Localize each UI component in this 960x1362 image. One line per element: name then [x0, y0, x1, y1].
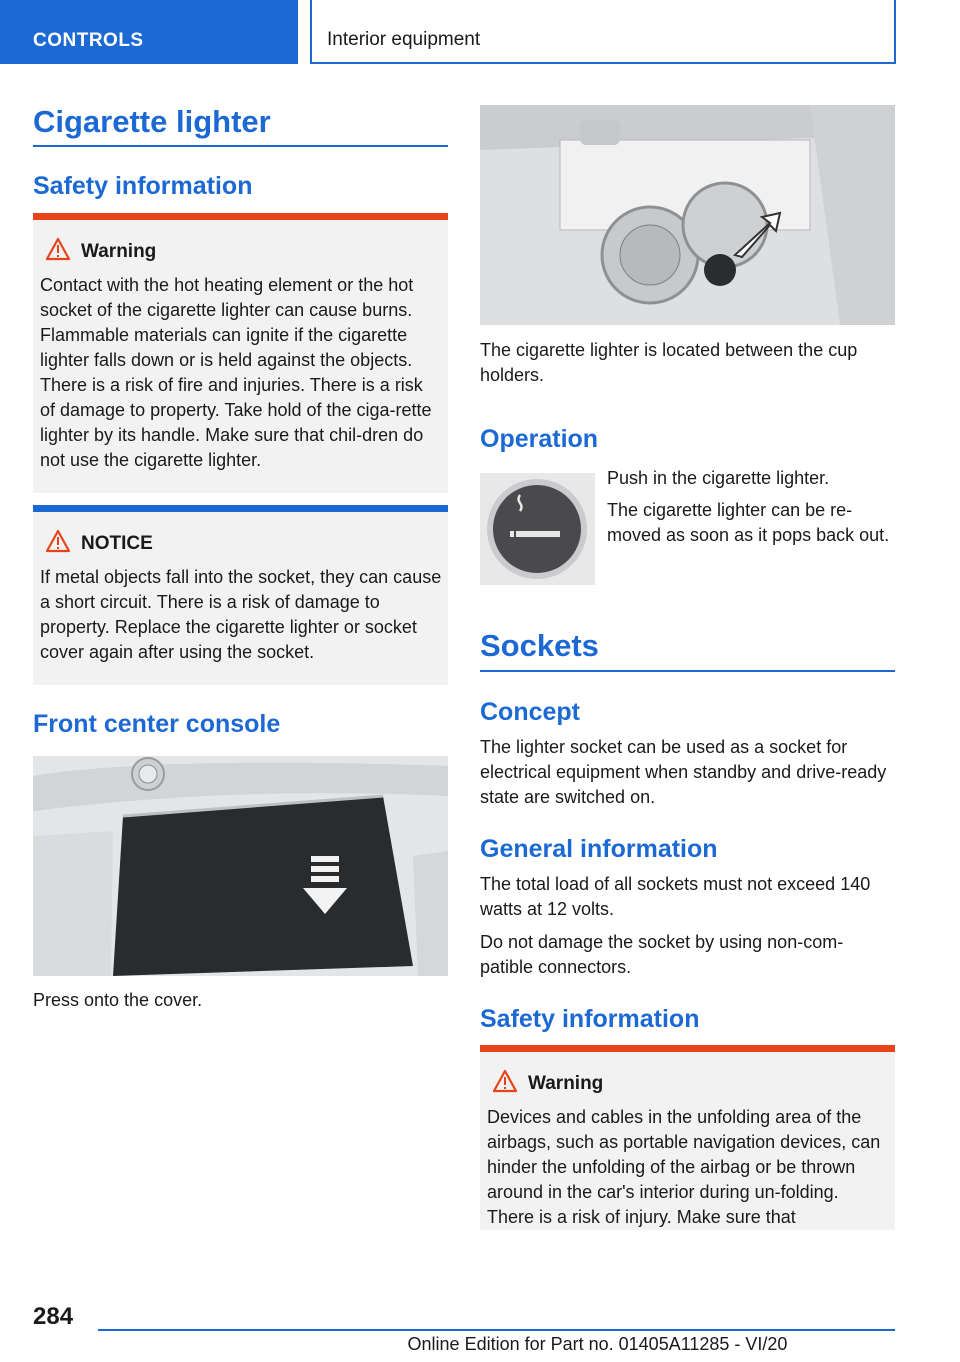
edition-line: Online Edition for Part no. 01405A11285 - VI/20 [407, 1334, 788, 1354]
operation-step-1: Push in the cigarette lighter. [607, 468, 830, 488]
warning-label: Warning [81, 241, 157, 262]
warning-triangle-icon [492, 1069, 518, 1099]
section-tab: CONTROLS [0, 0, 298, 64]
warning-text: Devices and cables in the unfolding area of the airbags, such as portable navigation devices, can hinder the unfolding of the airbag or be thrown around in the car's interior during un‐folding. There is a risk of injury. Make sure that [487, 1107, 881, 1227]
warning-label: Warning [528, 1073, 604, 1094]
general-text-1: The total load of all sockets must not exceed 140 watts at 12 volts. [480, 874, 871, 919]
warning-bar [480, 1045, 895, 1052]
warning-text: Contact with the hot heating element or the hot socket of the cigarette lighter can cause burns. Flammable materials can ignite if the cigarette lighter falls down or is held against the objects. There is a risk of fire and injuries. There is a risk of damage to property. Take hold of the ciga‐rette lighter by its handle. Make sure that chil‐dren do not use the cigarette lighter. [40, 275, 432, 470]
sockets-rule [480, 670, 895, 672]
warning-bar [33, 213, 448, 220]
warning-triangle-icon [45, 529, 71, 559]
location-caption: The cigarette lighter is located between the cup holders. [480, 340, 858, 385]
safety-heading-left: Safety information [33, 172, 253, 200]
chapter-title: Interior equipment [310, 0, 896, 64]
page-number: 284 [33, 1303, 74, 1330]
warning-triangle-icon [45, 237, 71, 267]
notice-label: NOTICE [81, 533, 153, 554]
general-text-2: Do not damage the socket by using non-com‐patible connectors. [480, 932, 844, 977]
page-title: Cigarette lighter [33, 104, 271, 139]
title-rule [33, 145, 448, 147]
sockets-title: Sockets [480, 628, 599, 663]
warning-box-right [480, 1045, 895, 1230]
notice-box [33, 505, 448, 685]
operation-step-2: The cigarette lighter can be re‐moved as soon as it pops back out. [607, 500, 890, 545]
cup-holder-image [480, 105, 895, 325]
center-console-image [33, 756, 448, 976]
warning-box-left [33, 213, 448, 493]
notice-bar [33, 505, 448, 512]
operation-heading: Operation [480, 425, 599, 453]
notice-text: If metal objects fall into the socket, they can cause a short circuit. There is a risk of damage to property. Replace the cigarette lighter or socket cover again after using the socket. [40, 567, 442, 662]
console-heading: Front center console [33, 710, 281, 738]
concept-heading: Concept [480, 698, 580, 726]
cigarette-lighter-icon [480, 473, 595, 585]
footer-rule [98, 1329, 895, 1331]
safety-heading-right: Safety information [480, 1005, 700, 1033]
general-heading: General information [480, 835, 718, 863]
concept-text: The lighter socket can be used as a socket for electrical equipment when standby and drive‐ready state are switched on. [480, 737, 887, 807]
console-caption: Press onto the cover. [33, 990, 203, 1010]
